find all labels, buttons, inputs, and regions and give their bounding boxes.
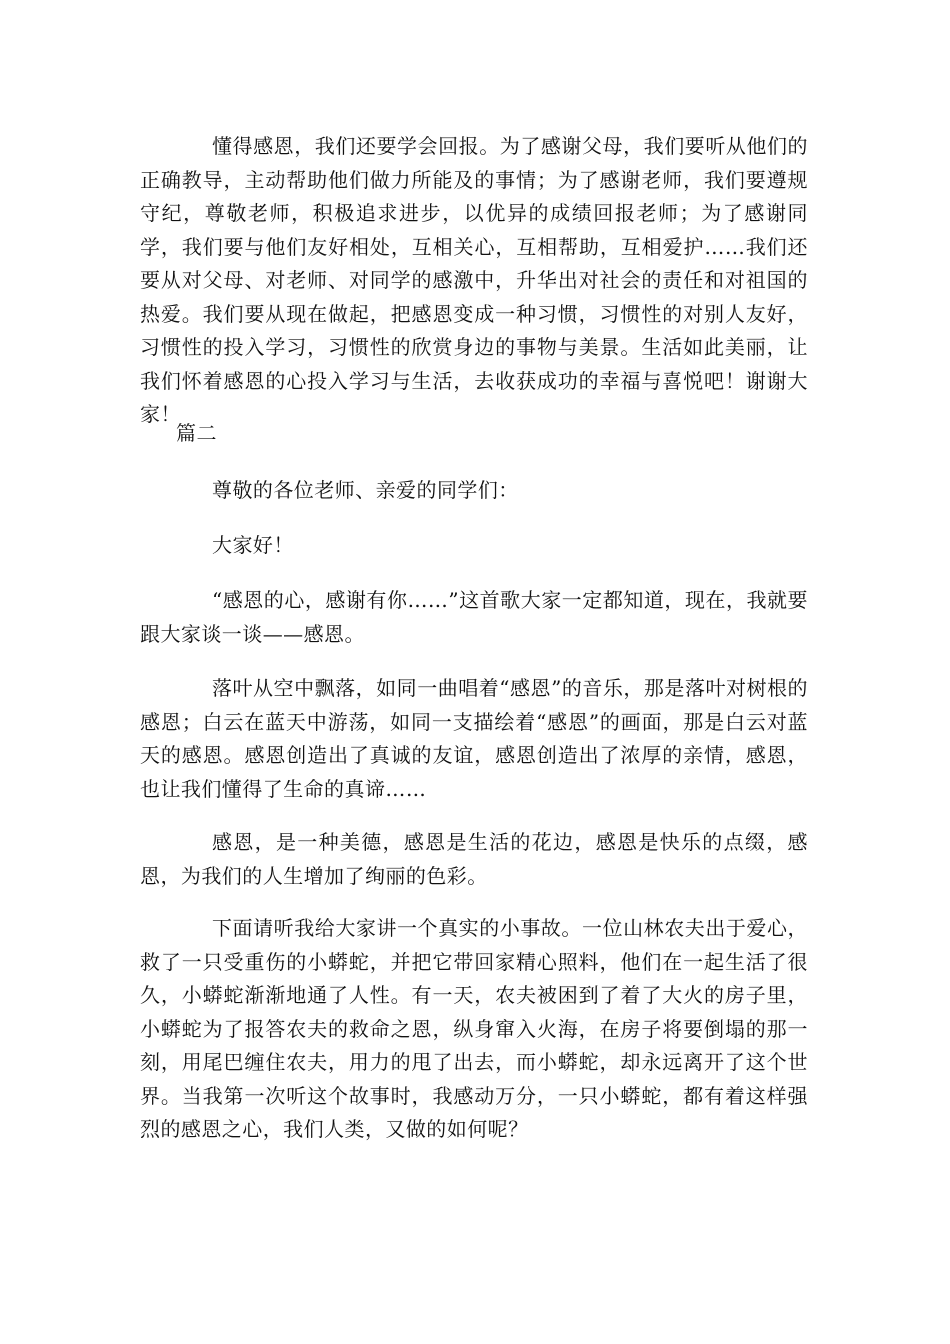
paragraph-gratitude-repay: 懂得感恩，我们还要学会回报。为了感谢父母，我们要听从他们的正确教导，主动帮助他们做力所能及的事情；为了感谢老师，我们要遵规守纪，尊敬老师，积极追求进步，以优异的成绩回报老师；为了感谢同学，我们要与他们友好相处，互相关心，互相帮助，互相爱护……我们还要从对父母、对老师、对同学的感激中，升华出对社会的责任和对祖国的热爱。我们要从现在做起，把感恩变成一种习惯，习惯性的对别人友好，习惯性的投入学习，习惯性的欣赏身边的事物与美景。生活如此美丽，让我们怀着感恩的心投入学习与生活，去收获成功的幸福与喜悦吧！谢谢大家！ <box>140 134 808 426</box>
paragraph-song-intro: “感恩的心，感谢有你……”这首歌大家一定都知道，现在，我就要跟大家谈一谈——感恩。 <box>140 588 808 646</box>
paragraph-leaves-clouds: 落叶从空中飘落，如同一曲唱着“感恩”的音乐，那是落叶对树根的感恩；白云在蓝天中游荡，如同一支描绘着“感恩”的画面，那是白云对蓝天的感恩。感恩创造出了真诚的友谊，感恩创造出了浓厚的亲情，感恩，也让我们懂得了生命的真谛…… <box>140 676 808 801</box>
paragraph-python-story: 下面请听我给大家讲一个真实的小事故。一位山林农夫出于爱心，救了一只受重伤的小蟒蛇，并把它带回家精心照料，他们在一起生活了很久，小蟒蛇渐渐地通了人性。有一天，农夫被困到了着了大火的房子里，小蟒蛇为了报答农夫的救命之恩，纵身窜入火海，在房子将要倒塌的那一刻，用尾巴缠住农夫，用力的甩了出去，而小蟒蛇，却永远离开了这个世界。当我第一次听这个故事时，我感动万分，一只小蟒蛇，都有着这样强烈的感恩之心，我们人类，又做的如何呢？ <box>140 916 808 1141</box>
section-heading: 篇二 <box>176 421 217 445</box>
salutation: 尊敬的各位老师、亲爱的同学们： <box>212 478 519 502</box>
paragraph-virtue: 感恩，是一种美德，感恩是生活的花边，感恩是快乐的点缀，感恩，为我们的人生增加了绚丽的色彩。 <box>140 830 808 888</box>
greeting: 大家好！ <box>212 533 294 557</box>
